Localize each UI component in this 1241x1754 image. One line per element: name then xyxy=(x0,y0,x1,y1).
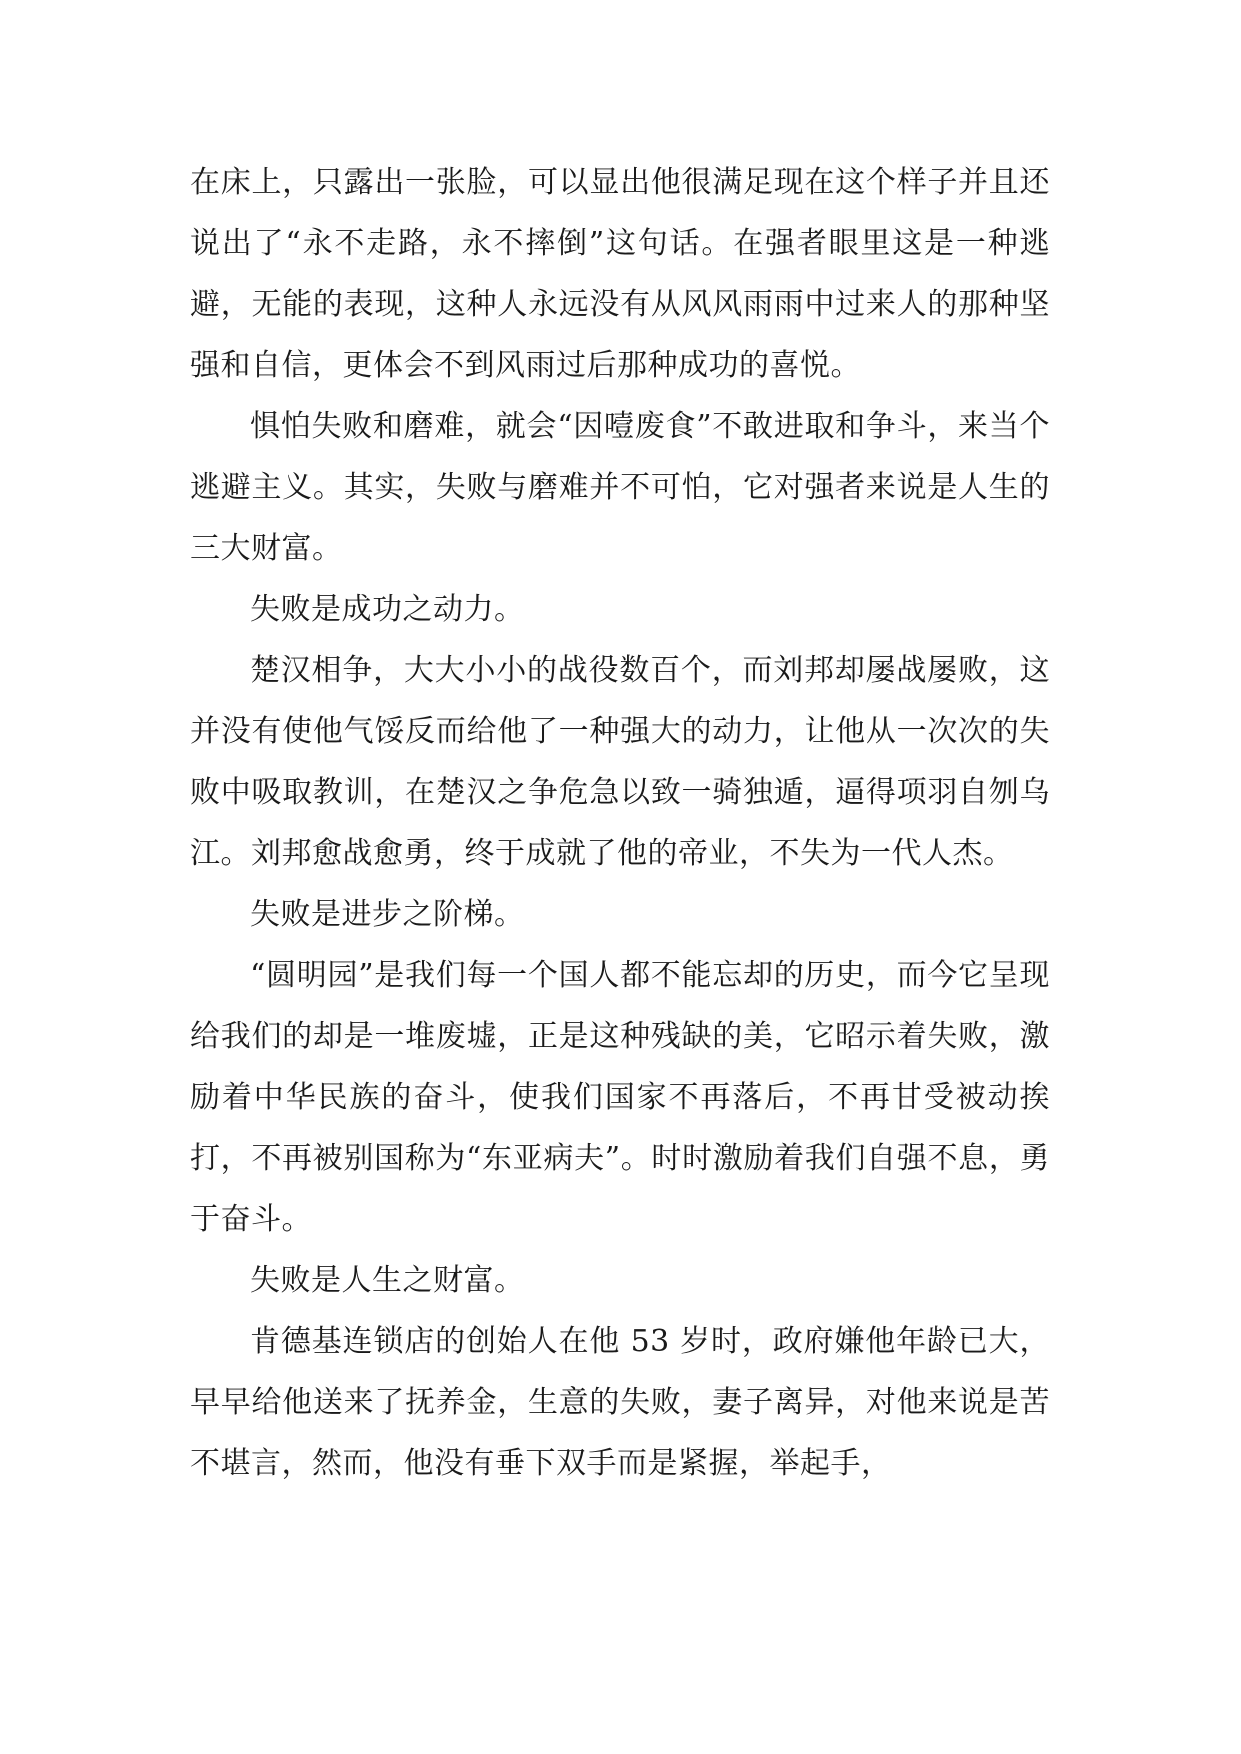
paragraph-kfc-founder: 肯德基连锁店的创始人在他 53 岁时，政府嫌他年龄已大，早早给他送来了抚养金，生意的失败，妻子离异，对他来说是苦不堪言，然而，他没有垂下双手而是紧握，举起手， xyxy=(190,1324,1050,1481)
section-heading-wealth: 失败是人生之财富。 xyxy=(250,1263,525,1298)
paragraph-2: 惧怕失败和磨难，就会“因噎废食”不敢进取和争斗，来当个逃避主义。其实，失败与磨难并不可怕，它对强者来说是人生的三大财富。 xyxy=(190,409,1050,566)
section-heading-progress: 失败是进步之阶梯。 xyxy=(250,897,525,932)
section-heading-motivation: 失败是成功之动力。 xyxy=(250,592,525,627)
paragraph-yuanmingyuan: “圆明园”是我们每一个国人都不能忘却的历史，而今它呈现给我们的却是一堆废墟，正是这种残缺的美，它昭示着失败，激励着中华民族的奋斗，使我们国家不再落后，不再甘受被动挨打，不再被别国称为“东亚病夫”。时时激励着我们自强不息，勇于奋斗。 xyxy=(190,958,1050,1237)
document-page xyxy=(190,152,1050,1494)
paragraph-1: 在床上，只露出一张脸，可以显出他很满足现在这个样子并且还说出了“永不走路，永不摔倒”这句话。在强者眼里这是一种逃避，无能的表现，这种人永远没有从风风雨雨中过来人的那种坚强和自信，更体会不到风雨过后那种成功的喜悦。 xyxy=(190,165,1050,383)
paragraph-liu-bang: 楚汉相争，大大小小的战役数百个，而刘邦却屡战屡败，这并没有使他气馁反而给他了一种强大的动力，让他从一次次的失败中吸取教训，在楚汉之争危急以致一骑独遁，逼得项羽自刎乌江。刘邦愈战愈勇，终于成就了他的帝业，不失为一代人杰。 xyxy=(190,653,1050,871)
